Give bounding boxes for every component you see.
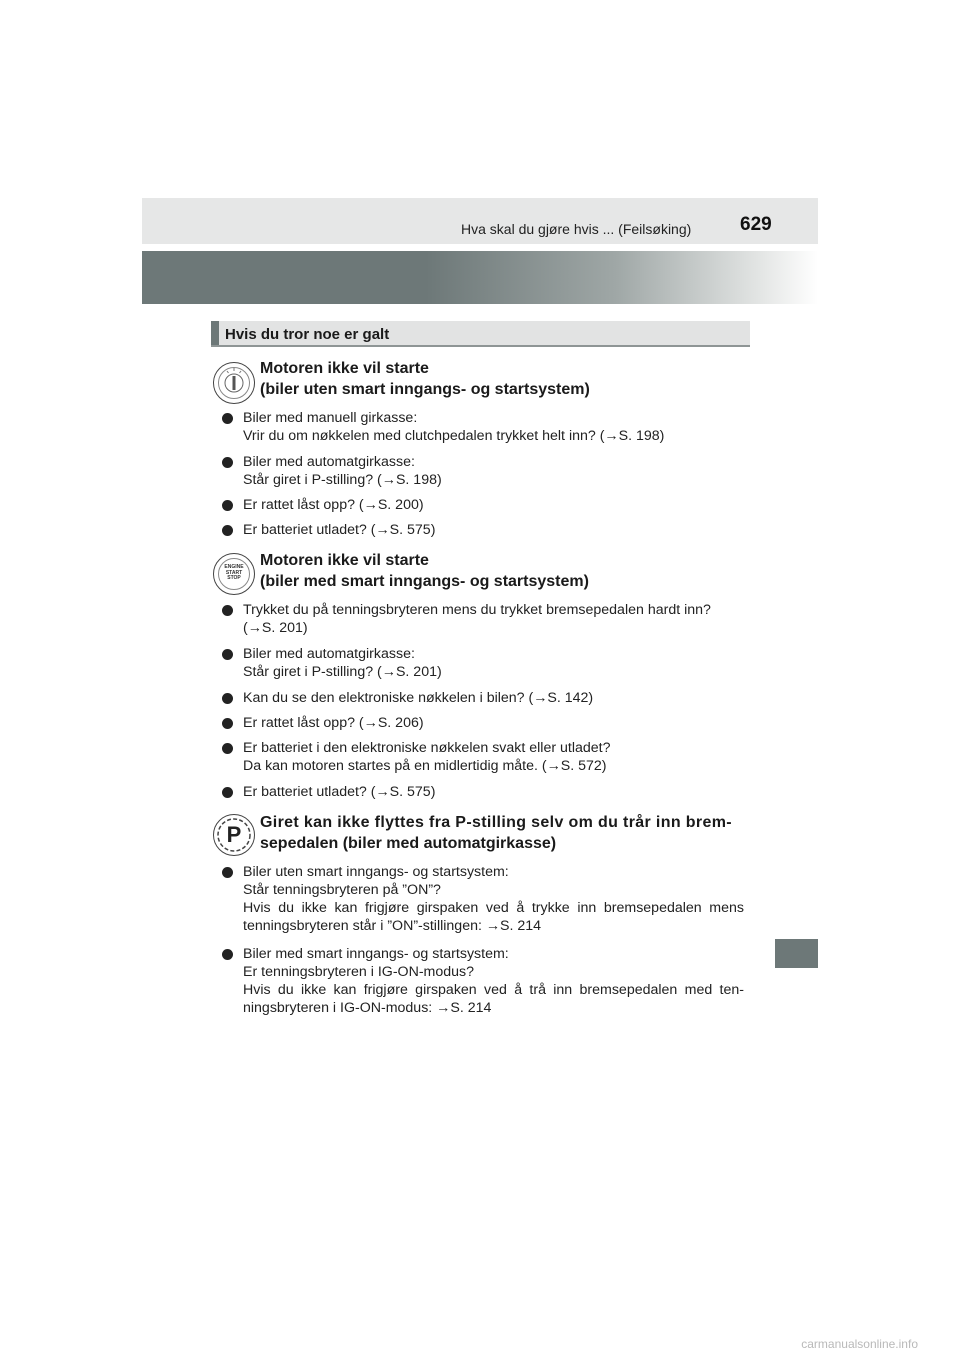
list-item-line: Hvis du ikke kan frigjøre girspaken ved å trykke inn bremsepedalen mens tenningsbryteren står i ”ON”-stillingen: →S. 214: [243, 900, 744, 934]
list-item-text: [243, 601, 744, 637]
engine-start-stop-label-line: START: [225, 569, 243, 576]
section-heading-accent-bar: [211, 321, 219, 345]
list-item-text: [243, 689, 744, 707]
bullet-icon: [222, 649, 233, 660]
running-header-title: Hva skal du gjøre hvis ... (Feilsøking): [461, 221, 692, 237]
bullet-icon: [222, 525, 233, 536]
bullet-icon: [222, 743, 233, 754]
list-item-text: [243, 453, 744, 489]
subsection-2-title: [260, 550, 589, 592]
list-item-text: [243, 409, 744, 445]
list-item-text: [243, 739, 744, 775]
section-heading: [211, 321, 750, 347]
list-item-line: Står giret i P-stilling? (→S. 198): [243, 472, 442, 488]
list-item-line: Biler med smart inngangs- og startsystem:: [243, 946, 509, 962]
park-p-letter: P: [226, 822, 242, 847]
ignition-key-switch-icon: [213, 362, 255, 404]
bullet-icon: [222, 867, 233, 878]
bullet-icon: [222, 605, 233, 616]
bullet-icon: [222, 787, 233, 798]
list-item-text: [243, 863, 744, 935]
subsection-3-title-line-1: Giret kan ikke flyttes fra P-stilling selv om du trår inn brem-: [260, 814, 732, 831]
section-heading-text: Hvis du tror noe er galt: [225, 326, 390, 343]
list-item-text: [243, 645, 744, 681]
watermark-logo: carmanualsonline.info: [801, 1337, 918, 1351]
subsection-2-title-line-2: (biler med smart inngangs- og startsystem): [260, 573, 589, 590]
list-item-text: [243, 945, 744, 1017]
list-item-text: [243, 496, 744, 514]
list-item-line: Kan du se den elektroniske nøkkelen i bilen? (→S. 142): [243, 690, 594, 706]
page-number: 629: [740, 214, 772, 235]
list-item-line: Er batteriet utladet? (→S. 575): [243, 784, 436, 800]
list-item-line: Biler med automatgirkasse:: [243, 646, 415, 662]
bullet-icon: [222, 949, 233, 960]
subsection-1-title-line-2: (biler uten smart inngangs- og startsystem): [260, 381, 590, 398]
subsection-2-title-line-1: Motoren ikke vil starte: [260, 552, 429, 569]
subsection-1-title-line-1: Motoren ikke vil starte: [260, 360, 429, 377]
bullet-icon: [222, 457, 233, 468]
subsection-3-title-line-2: sepedalen (biler med automatgirkasse): [260, 835, 557, 852]
list-item-text: [243, 783, 744, 801]
list-item-line: Er rattet låst opp? (→S. 200): [243, 497, 424, 513]
chapter-side-tab: [775, 939, 818, 968]
engine-start-stop-label-line: STOP: [227, 575, 241, 581]
engine-start-stop-button-icon: [213, 553, 255, 595]
list-item-line: Står giret i P-stilling? (→S. 201): [243, 664, 442, 680]
bullet-icon: [222, 500, 233, 511]
bullet-icon: [222, 693, 233, 704]
list-item-line: Biler uten smart inngangs- og startsystem:: [243, 864, 509, 880]
list-item-line: Trykket du på tenningsbryteren mens du trykket bremsepedalen hardt inn?: [243, 602, 711, 618]
bullet-icon: [222, 413, 233, 424]
chapter-banner: [142, 251, 818, 304]
subsection-3-title: [260, 812, 744, 854]
list-item-text: [243, 714, 744, 732]
list-item-line: Biler med automatgirkasse:: [243, 454, 415, 470]
list-item-line: Hvis du ikke kan frigjøre girspaken ved å trå inn bremsepedalen med ten-ningsbryteren i IG-ON-modus: →S. 214: [243, 982, 744, 1016]
list-item-line: Er batteriet i den elektroniske nøkkelen svakt eller utladet?: [243, 740, 611, 756]
list-item-line: Er rattet låst opp? (→S. 206): [243, 715, 424, 731]
subsection-1-title: [260, 358, 590, 400]
list-item-line: Er tenningsbryteren i IG-ON-modus?: [243, 964, 475, 980]
list-item-line: Står tenningsbryteren på ”ON”?: [243, 882, 441, 898]
bullet-icon: [222, 718, 233, 729]
list-item-line: Er batteriet utladet? (→S. 575): [243, 522, 436, 538]
list-item-line: Da kan motoren startes på en midlertidig måte. (→S. 572): [243, 758, 607, 774]
list-item-line: (→S. 201): [243, 620, 308, 636]
park-p-icon: [213, 814, 255, 856]
list-item-line: Vrir du om nøkkelen med clutchpedalen trykket helt inn? (→S. 198): [243, 428, 665, 444]
list-item-text: [243, 521, 744, 539]
engine-start-stop-button-label: [214, 565, 254, 582]
ignition-key-slot-glyph: [213, 362, 255, 404]
list-item-line: Biler med manuell girkasse:: [243, 410, 418, 426]
engine-start-stop-label-line: ENGINE: [224, 564, 244, 570]
